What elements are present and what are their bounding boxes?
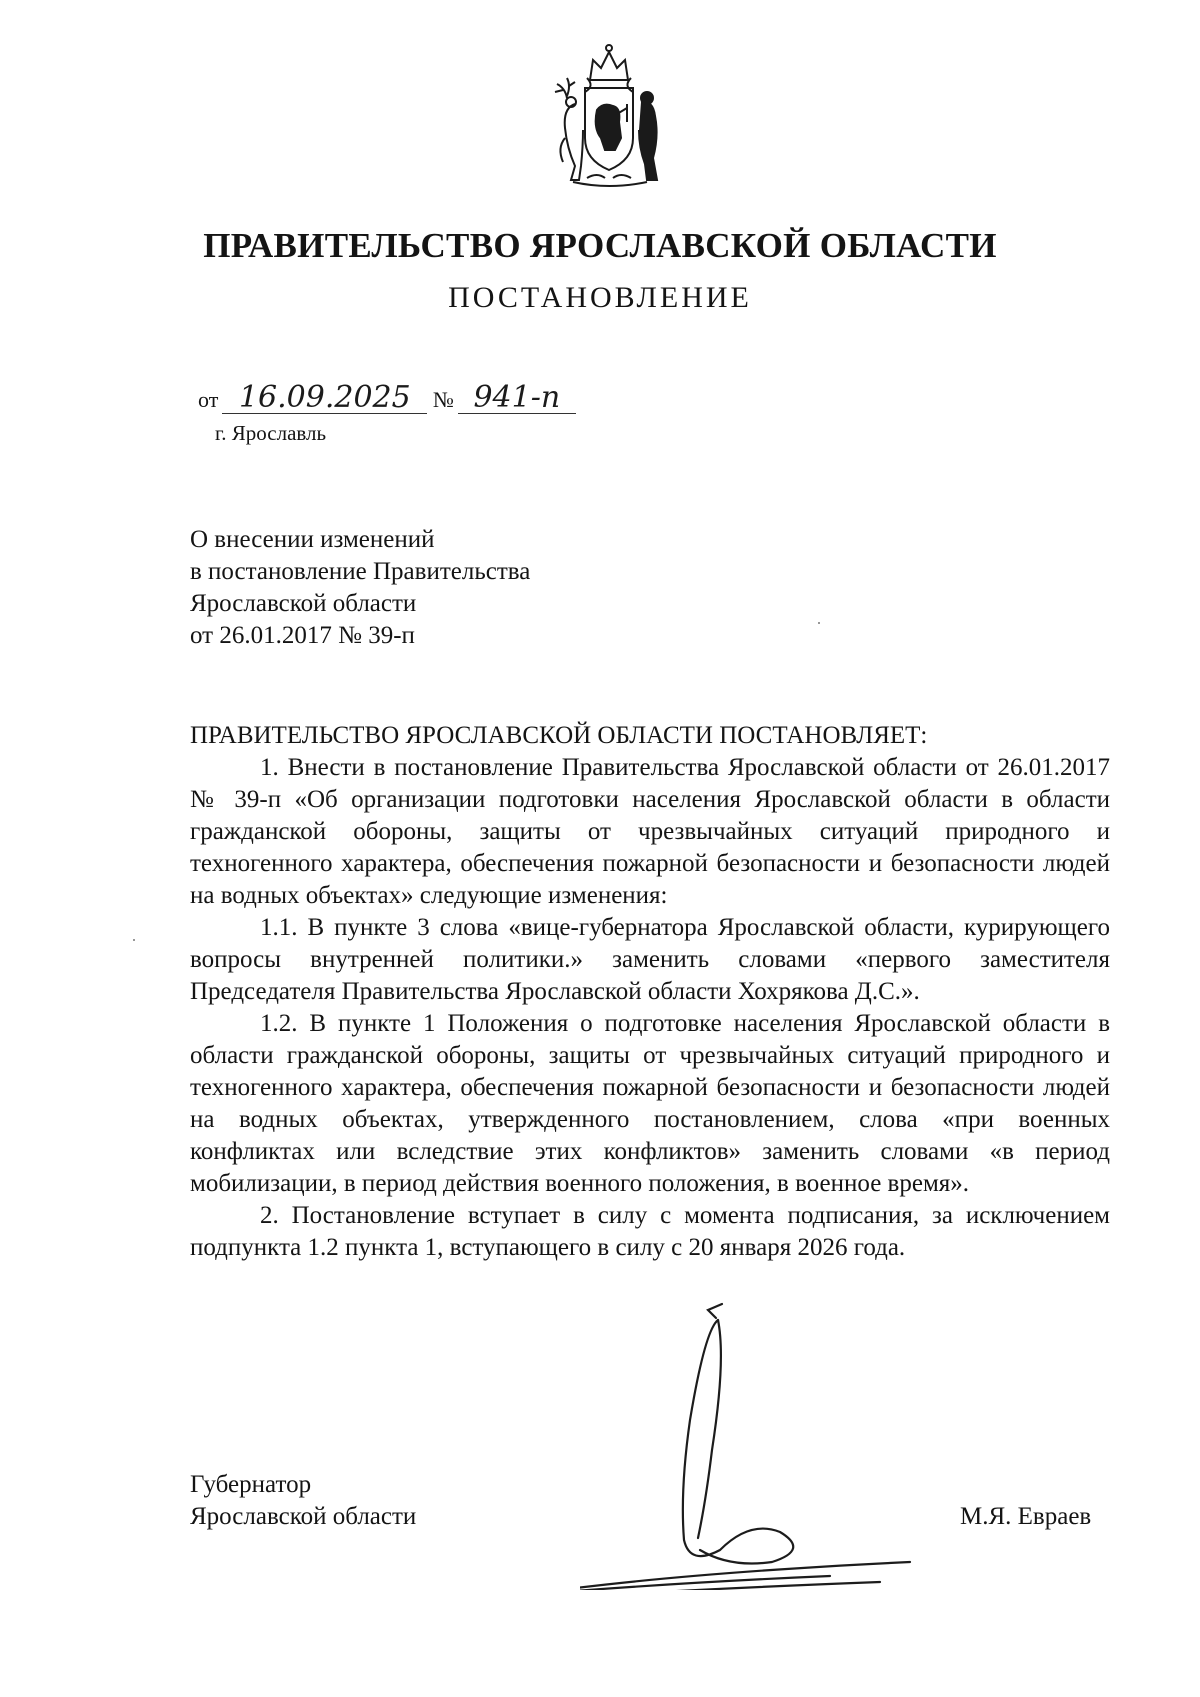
coat-of-arms-icon (535, 38, 683, 190)
subject-line: в постановление Правительства (190, 558, 531, 585)
resolution-lead: ПРАВИТЕЛЬСТВО ЯРОСЛАВСКОЙ ОБЛАСТИ ПОСТАНОВЛЯЕТ: (190, 722, 928, 749)
handwritten-date: 16.09.2025 (222, 383, 427, 414)
subject-line: О внесении изменений (190, 526, 435, 553)
scan-speck (818, 622, 820, 624)
subject-block (190, 524, 530, 652)
handwritten-signature (580, 1300, 920, 1590)
scan-speck (133, 939, 135, 941)
city-label: г. Ярославль (215, 421, 327, 445)
number-sign: № (432, 387, 454, 412)
position-line: Губернатор (190, 1471, 312, 1498)
paragraph-1-1: 1.1. В пункте 3 слова «вице-губернатора Ярославской области, курирующего вопросы внутренней политики.» заменить словами «первого заместителя Председателя Правительства Ярославской области Хохрякова Д.С.». (190, 914, 1110, 1005)
signatory-name: М.Я. Евраев (960, 1503, 1092, 1530)
handwritten-number: 941-п (458, 383, 576, 414)
paragraph-2: 2. Постановление вступает в силу с момента подписания, за исключением подпункта 1.2 пункта 1, вступающего в силу с 20 января 2026 года. (190, 1202, 1110, 1261)
date-prefix: от (198, 387, 219, 412)
position-line: Ярославской области (190, 1503, 417, 1530)
subject-line: от 26.01.2017 № 39-п (190, 622, 415, 649)
registration-line (198, 380, 576, 423)
resolution-body (190, 720, 1110, 1264)
paragraph-1-2: 1.2. В пункте 1 Положения о подготовке населения Ярославской области в области гражданской обороны, защиты от чрезвычайных ситуаций природного и техногенного характера, обеспечения пожарной безопасности и безопасности людей на водных объектах, утвержденного постановлением, слова «при военных конфликтах или вследствие этих конфликтов» заменить словами «в период мобилизации, в период действия военного положения, в военное время». (190, 1010, 1110, 1197)
document-type-title: ПОСТАНОВЛЕНИЕ (448, 281, 752, 314)
signatory-position (190, 1469, 416, 1533)
organization-title: ПРАВИТЕЛЬСТВО ЯРОСЛАВСКОЙ ОБЛАСТИ (203, 226, 997, 265)
paragraph-1: 1. Внести в постановление Правительства Ярославской области от 26.01.2017 № 39-п «Об организации подготовки населения Ярославской области в области гражданской обороны, защиты от чрезвычайных ситуаций природного и техногенного характера, обеспечения пожарной безопасности и безопасности людей на водных объектах» следующие изменения: (190, 754, 1110, 909)
subject-line: Ярославской области (190, 590, 417, 617)
